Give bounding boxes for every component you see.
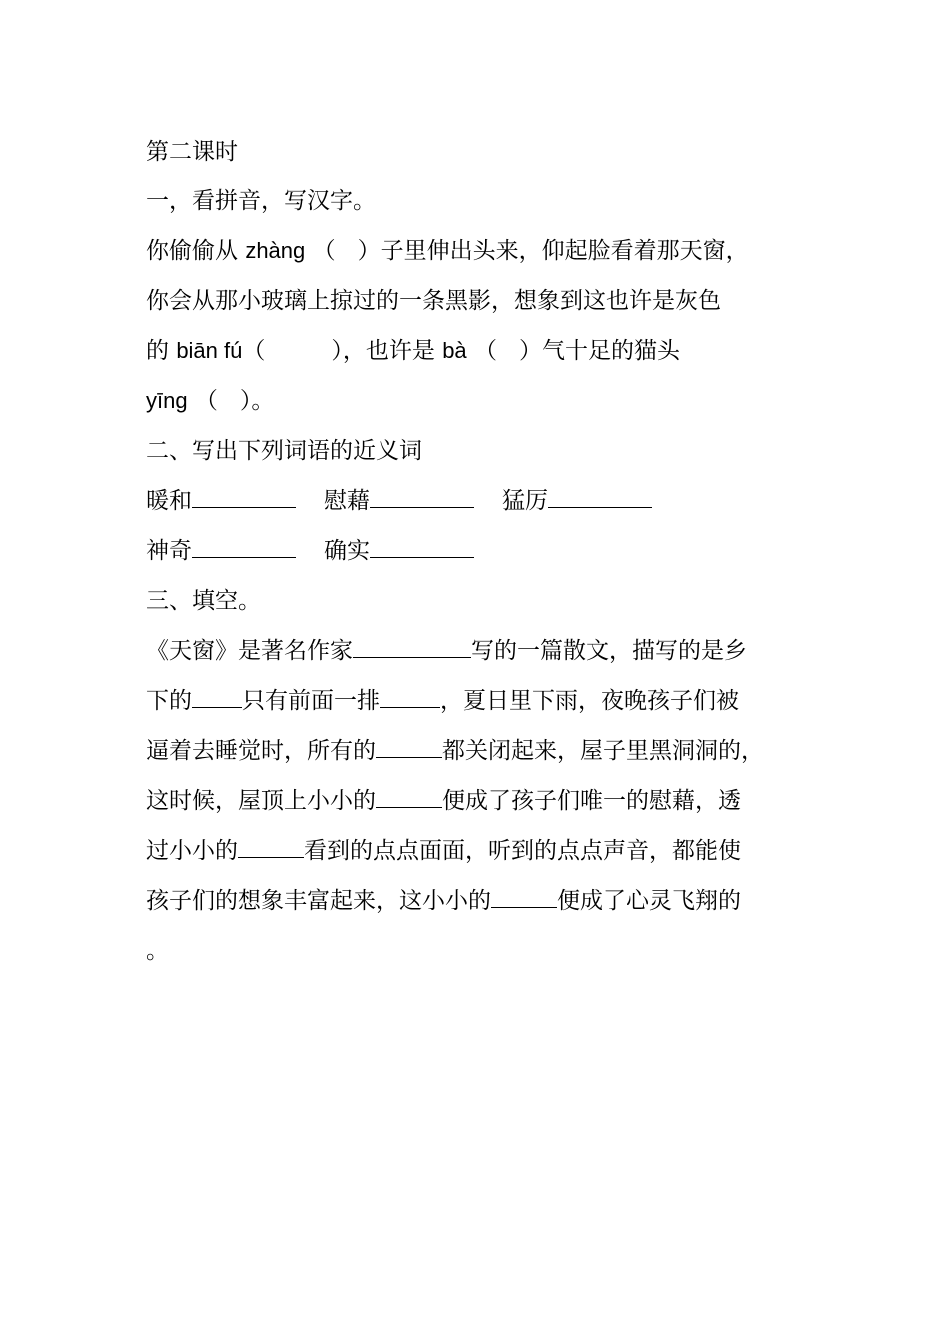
- section1-heading: 一，看拼音，写汉字。: [146, 188, 376, 214]
- section2-heading: 二、写出下列词语的近义词: [146, 438, 422, 464]
- answer-blank[interactable]: [376, 787, 442, 808]
- fill-line-1: [146, 637, 747, 665]
- text: 便成了孩子们唯一的慰藉，透: [442, 788, 741, 814]
- fill-line-3: [146, 737, 764, 765]
- text: 写的一篇散文，描写的是乡: [471, 638, 747, 664]
- text: 过小小的: [146, 838, 238, 864]
- word: 暖和: [146, 488, 192, 514]
- section1-line2: 你会从那小玻璃上掠过的一条黑影，想象到这也许是灰色: [146, 288, 721, 314]
- fill-line-6: [146, 887, 741, 915]
- word: 神奇: [146, 538, 192, 564]
- text: 《天窗》是著名作家: [146, 638, 353, 664]
- text: 下的: [146, 688, 192, 714]
- pinyin-ying: yīng: [146, 388, 188, 413]
- answer-blank[interactable]: [370, 537, 474, 558]
- section3-heading: 三、填空。: [146, 588, 261, 614]
- text: 便成了心灵飞翔的: [557, 888, 741, 914]
- answer-blank[interactable]: [376, 737, 442, 758]
- answer-blank[interactable]: [238, 837, 304, 858]
- text: 都关闭起来，屋子里黑洞洞的，: [442, 738, 764, 764]
- answer-blank[interactable]: [548, 487, 652, 508]
- text: 逼着去睡觉时，所有的: [146, 738, 376, 764]
- text: 。: [146, 938, 169, 964]
- text: 这时候，屋顶上小小的: [146, 788, 376, 814]
- fill-line-5: [146, 837, 741, 865]
- answer-blank[interactable]: [192, 687, 242, 708]
- paren-open: （: [242, 338, 266, 364]
- word: 猛厉: [502, 488, 548, 514]
- text: 子里伸出头来，仰起脸看着那天窗，: [380, 238, 749, 264]
- pinyin-zhang: zhàng: [245, 238, 306, 263]
- text: 看到的点点面面，听到的点点声音，都能使: [304, 838, 741, 864]
- text: 的: [146, 338, 177, 364]
- pinyin-bianfu: biān fú: [176, 338, 243, 363]
- section1-line1: [146, 237, 749, 265]
- fill-line-2: [146, 687, 739, 715]
- text: 只有前面一排: [242, 688, 380, 714]
- paren-open: （: [305, 238, 336, 264]
- answer-blank[interactable]: [192, 487, 296, 508]
- paren-open: （: [187, 388, 218, 414]
- paren-close: ）: [239, 388, 252, 414]
- synonym-row-2: [146, 537, 474, 565]
- section1-line3: [146, 337, 680, 365]
- fill-line-7: [146, 937, 169, 965]
- fill-line-4: [146, 787, 741, 815]
- paren-close: ）: [357, 238, 381, 264]
- lesson-title: 第二课时: [146, 139, 238, 165]
- text: ，也许是: [342, 338, 443, 364]
- word: 慰藉: [324, 488, 370, 514]
- text: 孩子们的想象丰富起来，这小小的: [146, 888, 491, 914]
- answer-blank[interactable]: [380, 687, 440, 708]
- answer-blank[interactable]: [370, 487, 474, 508]
- answer-blank[interactable]: [491, 887, 557, 908]
- paren-open: （: [466, 338, 497, 364]
- word: 确实: [324, 538, 370, 564]
- text: 气十足的猫头: [541, 338, 680, 364]
- pinyin-ba: bà: [442, 338, 467, 363]
- text: ，夏日里下雨，夜晚孩子们被: [440, 688, 739, 714]
- paren-close: ）: [331, 338, 343, 364]
- synonym-row-1: [146, 487, 652, 515]
- answer-blank[interactable]: [353, 637, 471, 658]
- answer-blank[interactable]: [192, 537, 296, 558]
- text: 。: [251, 388, 275, 414]
- section1-line4: [146, 387, 274, 415]
- paren-close: ）: [518, 338, 542, 364]
- text: 你偷偷从: [146, 238, 246, 264]
